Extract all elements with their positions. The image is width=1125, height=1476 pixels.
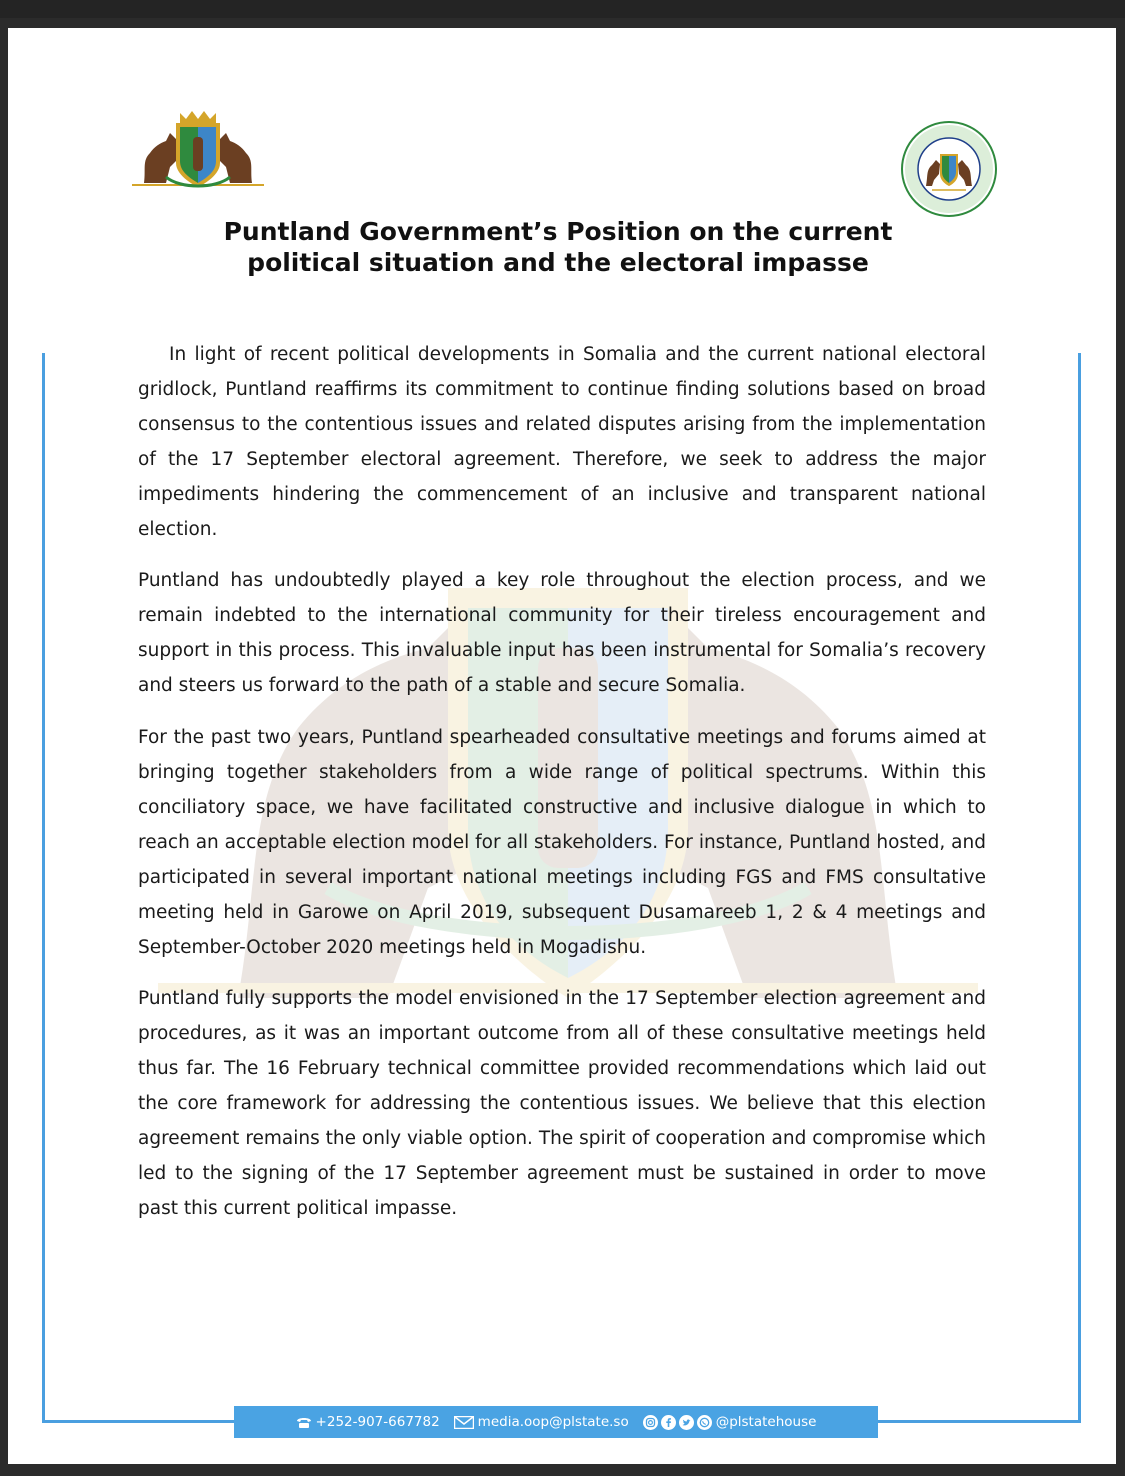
email-icon (454, 1416, 474, 1429)
statement-body (138, 338, 986, 1244)
title-line-2: political situation and the electoral impasse (247, 248, 869, 277)
instagram-icon (643, 1415, 658, 1430)
document-title (108, 216, 1008, 278)
facebook-icon (661, 1415, 676, 1430)
paragraph-3: For the past two years, Puntland spearheaded consultative meetings and forums aimed at bringing together stakeholders from a wide range of political spectrums. Within this conciliatory space, we have facilitated constructive and inclusive dialogue in which to reach an acceptable election model for all stakeholders. For instance, Puntland hosted, and participated in several important national meetings including FGS and FMS consultative meeting held in Garowe on April 2019, subsequent Dusamareeb 1, 2 & 4 meetings and September-October 2020 meetings held in Mogadishu. (138, 727, 986, 958)
frame-bottom-border-right (878, 1420, 1081, 1423)
footer-social-handle: @plstatehouse (715, 1414, 817, 1430)
phone-icon (296, 1415, 312, 1429)
document-page (8, 28, 1116, 1464)
whatsapp-icon (697, 1415, 712, 1430)
footer-phone (296, 1414, 440, 1430)
puntland-state-house-seal (900, 120, 998, 218)
contact-footer (234, 1406, 878, 1438)
paragraph-2: Puntland has undoubtedly played a key role throughout the election process, and we remain indebted to the international community for their tireless encouragement and support in this process. This invaluable input has been instrumental for Somalia’s recovery and steers us forward to the path of a stable and secure Somalia. (138, 570, 986, 697)
frame-right-border (1078, 353, 1081, 1423)
twitter-icon (679, 1415, 694, 1430)
frame-bottom-border-left (42, 1420, 234, 1423)
frame-left-border (42, 353, 45, 1423)
footer-email-text: media.oop@plstate.so (477, 1414, 629, 1430)
window-top-bar (0, 0, 1125, 18)
paragraph-1: In light of recent political developments in Somalia and the current national electoral gridlock, Puntland reaffirms its commitment to continue finding solutions based on broad consensus to the contentious issues and related disputes arising from the implementation of the 17 September electoral agreement. Therefore, we seek to address the major impediments hindering the commencement of an inclusive and transparent national election. (138, 344, 986, 540)
paragraph-4: Puntland fully supports the model envisioned in the 17 September election agreement and procedures, as it was an important outcome from all of these consultative meetings held thus far. The 16 February technical committee provided recommendations which laid out the core framework for addressing the contentious issues. We believe that this election agreement remains the only viable option. The spirit of cooperation and compromise which led to the signing of the 17 September agreement must be sustained in order to move past this current political impasse. (138, 988, 986, 1219)
footer-phone-text: +252-907-667782 (315, 1414, 440, 1430)
footer-email (454, 1414, 629, 1430)
puntland-coat-of-arms-logo (130, 103, 266, 198)
footer-social (643, 1414, 817, 1430)
title-line-1: Puntland Government’s Position on the current (223, 217, 893, 246)
